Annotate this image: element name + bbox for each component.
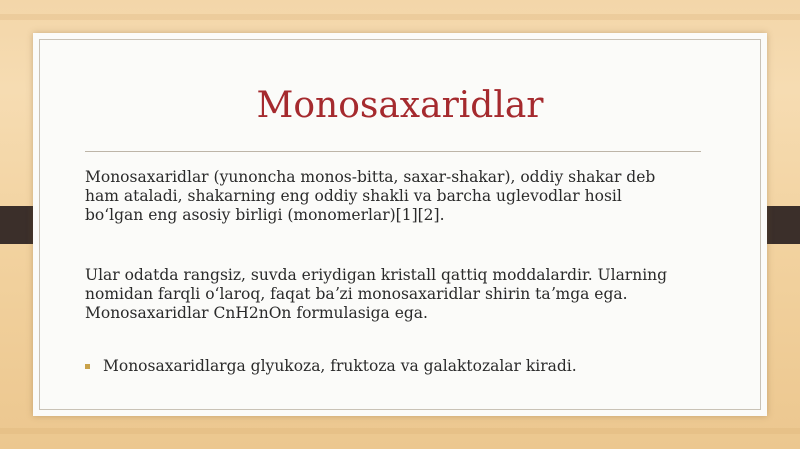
- paragraph-1: Monosaxaridlar (yunoncha monos-bitta, saxar-shakar), oddiy shakar deb ham ataladi, shakarning eng oddiy shakli va barcha uglevodlar hosil boʻlgan eng asosiy birligi (monomerlar)[1][2].: [85, 168, 656, 224]
- slide-title: Monosaxaridlar: [256, 85, 544, 126]
- wood-texture: [0, 14, 800, 20]
- wood-texture: [0, 428, 800, 434]
- bullet-square-icon: [85, 364, 90, 369]
- paragraph-2: Ular odatda rangsiz, suvda eriydigan kristall qattiq moddalardir. Ularning nomidan farqli oʻlaroq, faqat baʼzi monosaxaridlar shirin taʼmga ega. Monosaxaridlar CnH2nOn formulasiga ega.: [85, 266, 668, 322]
- bullet-text: Monosaxaridlarga glyukoza, fruktoza va galaktozalar kiradi.: [103, 357, 577, 375]
- title-divider: [85, 151, 701, 152]
- slide: [33, 33, 767, 416]
